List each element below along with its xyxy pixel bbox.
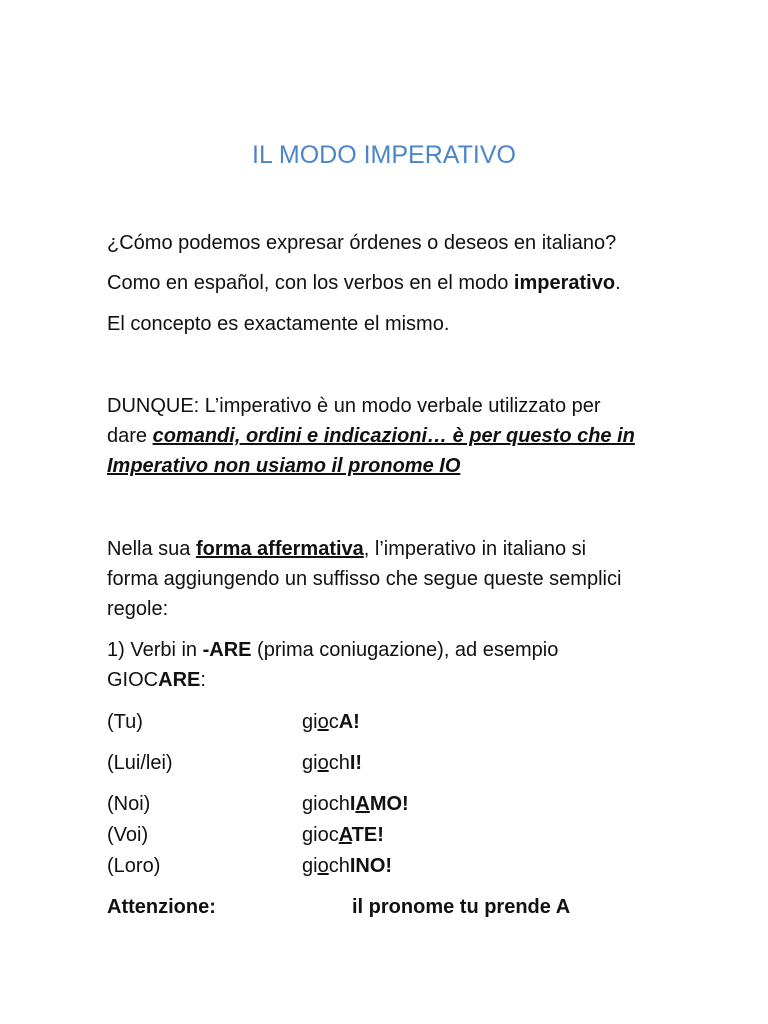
verb-form	[302, 823, 384, 847]
conj-row-noi	[107, 792, 409, 816]
dunque-line-1: DUNQUE: L’imperativo è un modo verbale utilizzato per	[107, 395, 601, 417]
conj-row-loro	[107, 854, 393, 878]
verb-ending: MO!	[369, 793, 409, 815]
dunque-line-3	[107, 454, 460, 478]
verb-form	[302, 710, 360, 734]
forma-line-1	[107, 537, 586, 561]
verb-part: gioc	[302, 824, 339, 846]
imperativo-bold: imperativo	[513, 272, 616, 294]
verb-part: gioch	[302, 793, 350, 815]
pronoun: (Tu)	[107, 711, 143, 733]
rule1-suffix: -ARE	[202, 639, 252, 661]
forma-text-end: , l’imperativo in italiano si	[363, 538, 587, 560]
intro-question: ¿Cómo podemos expresar órdenes o deseos en italiano?	[107, 232, 617, 254]
attenzione-line	[107, 895, 571, 919]
verb-part-underlined: o	[317, 752, 329, 774]
conj-row-lui-lei	[107, 751, 363, 775]
rule1-line-2	[107, 668, 206, 692]
verb-form	[302, 854, 392, 878]
forma-line-2: forma aggiungendo un suffisso che segue queste semplici	[107, 568, 622, 590]
pronoun: (Lui/lei)	[107, 752, 173, 774]
rule1-line-1	[107, 638, 558, 662]
verb-ending: INO!	[349, 855, 393, 877]
intro-line-2-text: Como en español, con los verbos en el modo	[107, 272, 514, 294]
dunque-line-2	[107, 424, 635, 448]
verb-part: c	[328, 711, 339, 733]
conj-row-voi	[107, 823, 384, 847]
verb-part: gi	[302, 752, 318, 774]
verb-ending-underlined: A	[355, 793, 370, 815]
verb-ending-underlined: A	[338, 824, 352, 846]
dunque-emphasis: comandi, ordini e indicazioni… è per questo che in	[152, 425, 635, 447]
pronoun: (Voi)	[107, 824, 149, 846]
verb-form	[302, 792, 409, 816]
verb-ending: TE!	[351, 824, 384, 846]
rule1-text: 1) Verbi in	[107, 639, 203, 661]
dunque-emphasis-2: Imperativo non usiamo il pronome IO	[107, 455, 461, 477]
attenzione-label: Attenzione:	[107, 896, 216, 918]
verb-part: ch	[328, 752, 350, 774]
verb-ending: I!	[349, 752, 363, 774]
pronoun: (Noi)	[107, 793, 151, 815]
verb-part-underlined: o	[317, 855, 329, 877]
forma-line-3: regole:	[107, 598, 169, 620]
verb-part: gi	[302, 855, 318, 877]
intro-line-3: El concepto es exactamente el mismo.	[107, 313, 450, 335]
giocare-ending: ARE	[158, 669, 201, 691]
giocare-stem: GIOC	[107, 669, 159, 691]
verb-form	[302, 751, 362, 775]
dunque-line-2-text: dare	[107, 425, 153, 447]
giocare-colon: :	[200, 669, 206, 691]
verb-ending: I	[349, 793, 356, 815]
conj-row-tu	[107, 710, 360, 734]
rule1-text-end: (prima coniugazione), ad esempio	[251, 639, 559, 661]
attenzione-text: il pronome tu prende A	[352, 896, 571, 918]
forma-text: Nella sua	[107, 538, 196, 560]
verb-part: ch	[328, 855, 350, 877]
intro-line-2-end: .	[615, 272, 621, 294]
intro-line-2	[107, 271, 621, 295]
pronoun: (Loro)	[107, 855, 161, 877]
page-title: IL MODO IMPERATIVO	[252, 141, 516, 169]
verb-part: gi	[302, 711, 318, 733]
forma-affermativa: forma affermativa	[195, 538, 364, 560]
verb-ending: A!	[338, 711, 360, 733]
verb-part-underlined: o	[317, 711, 329, 733]
